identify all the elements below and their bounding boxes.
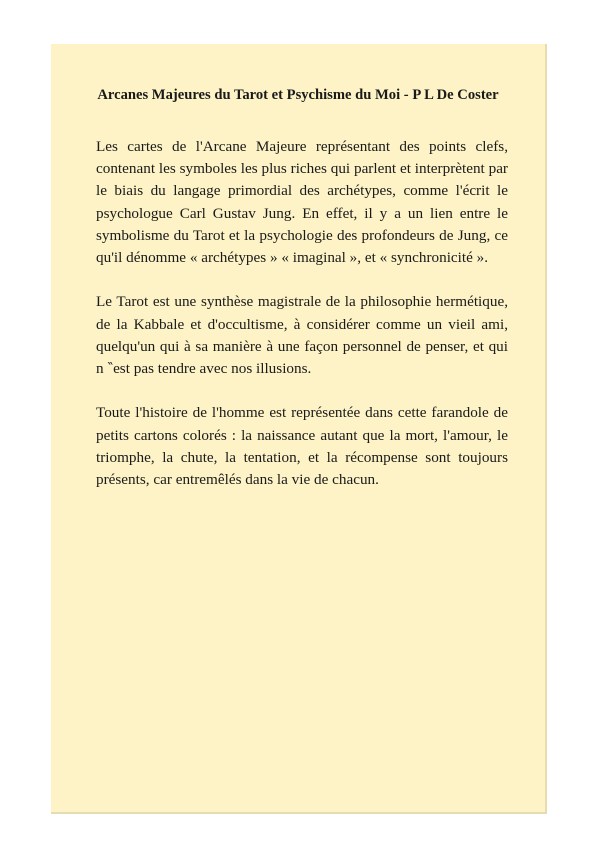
paragraph-archetypes: Les cartes de l'Arcane Majeure représentant des points clefs, contenant les symboles les plus riches qui parlent et interprètent par le biais du langage primordial des archétypes, comme l'écrit le psychologue Carl Gustav Jung. En effet, il y a un lien entre le symbolisme du Tarot et la psychologie des profondeurs de Jung, ce qu'il dénomme « archétypes » « imaginal », et « synchronicité ». xyxy=(96,138,508,267)
paragraph-synthesis: Le Tarot est une synthèse magistrale de la philosophie hermétique, de la Kabbale et d'occultisme, à considérer comme un vieil ami, quelqu'un qui à sa manière à une façon personnel de penser, et qui n ‶est pas tendre avec nos illusions. xyxy=(96,293,508,378)
paragraph-history: Toute l'histoire de l'homme est représentée dans cette farandole de petits cartons colorés : la naissance autant que la mort, l'amour, le triomphe, la chute, la tentation, et la récompense sont toujours présents, car entremêlés dans la vie de chacun. xyxy=(96,404,508,489)
document-body xyxy=(96,136,508,513)
document-page xyxy=(51,44,547,814)
document-title: Arcanes Majeures du Tarot et Psychisme du Moi - P L De Coster xyxy=(97,87,499,103)
